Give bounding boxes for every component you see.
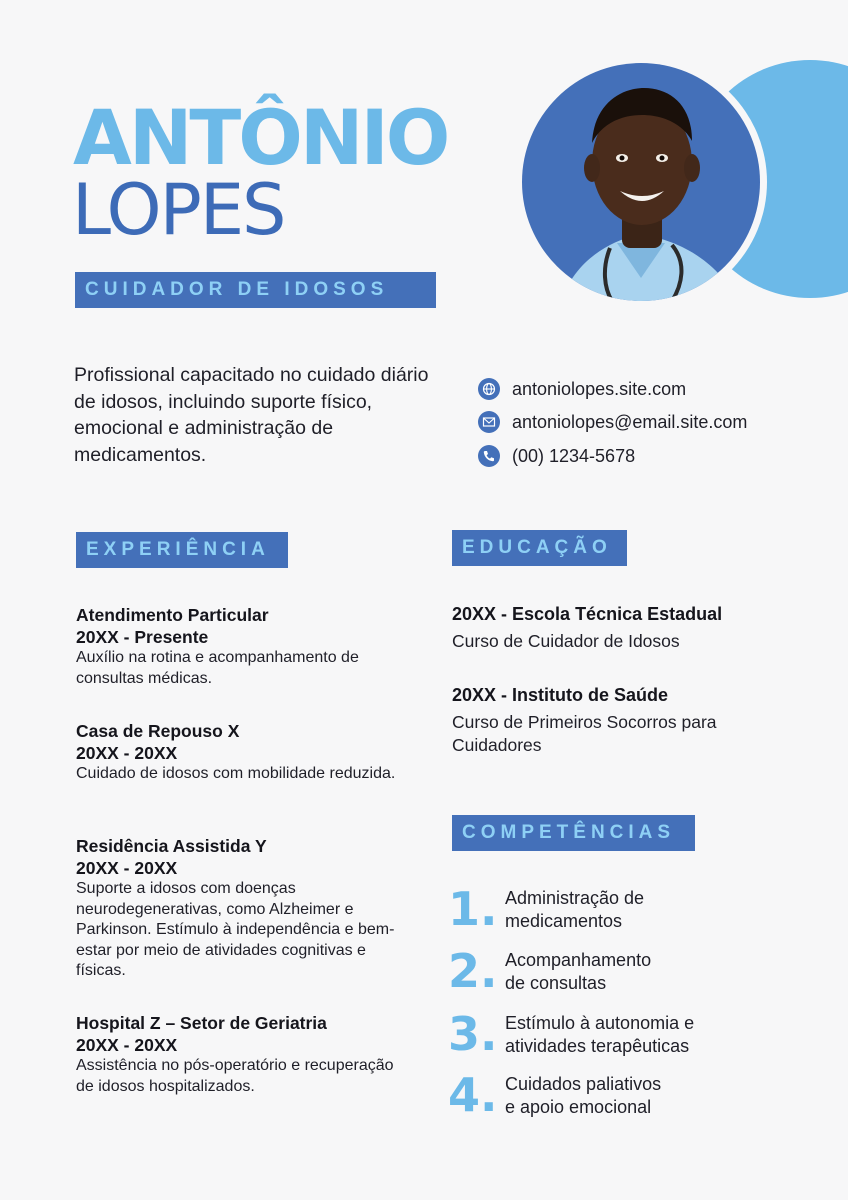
education-description: Curso de Cuidador de Idosos [452,631,680,651]
experience-item [76,604,406,689]
experience-title: Atendimento Particular [76,605,269,625]
competence-text [505,1073,661,1119]
competence-line: Estímulo à autonomia e [505,1013,695,1033]
competence-line: de consultas [505,973,607,993]
phone-icon [478,445,500,467]
education-title: 20XX - Escola Técnica Estadual [452,604,723,624]
competence-item [448,946,778,996]
competence-text [505,887,644,933]
experience-title: Residência Assistida Y [76,836,267,856]
competence-text [505,1012,694,1058]
person-illustration-icon [522,63,760,301]
experience-dates: 20XX - 20XX [76,1035,178,1055]
experience-item [76,835,406,982]
website-text: antoniolopes.site.com [512,378,687,399]
education-title: 20XX - Instituto de Saúde [452,685,669,705]
phone-text: (00) 1234-5678 [512,445,636,466]
contact-website[interactable] [478,377,686,401]
competence-line: Cuidados paliativos [505,1074,662,1094]
experience-heading: EXPERIÊNCIA [76,532,288,568]
globe-icon [478,378,500,400]
experience-item [76,720,406,785]
experience-dates: 20XX - Presente [76,627,209,647]
competence-line: Administração de [505,888,645,908]
competence-line: e apoio emocional [505,1097,652,1117]
email-text: antoniolopes@email.site.com [512,411,748,432]
first-name: ANTÔNIO [73,93,448,182]
role-badge: CUIDADOR DE IDOSOS [75,272,436,308]
experience-dates: 20XX - 20XX [76,858,178,878]
experience-description: Suporte a idosos com doenças neurodegenerativas, como Alzheimer e Parkinson. Estímulo à independência e bem-estar por meio de atividades cognitivas e físicas. [76,880,395,979]
competence-number: 4. [448,1068,498,1122]
competence-item [448,1070,778,1120]
education-item [452,683,782,757]
education-description: Curso de Primeiros Socorros para Cuidadores [452,712,717,755]
education-item [452,602,782,653]
competences-heading: COMPETÊNCIAS [452,815,695,851]
contact-phone[interactable] [478,444,635,468]
competence-item [448,1009,778,1059]
competence-number: 1. [448,882,498,936]
profile-photo [522,63,760,301]
competence-item [448,884,778,934]
mail-icon [478,411,500,433]
experience-item [76,1012,406,1097]
competence-line: medicamentos [505,911,623,931]
experience-description: Assistência no pós-operatório e recuperação de idosos hospitalizados. [76,1057,394,1095]
contact-email[interactable] [478,410,747,434]
education-heading: EDUCAÇÃO [452,530,627,566]
profile-summary: Profissional capacitado no cuidado diário de idosos, incluindo suporte físico, emocional e administração de medicamentos. [74,364,429,466]
competence-number: 2. [448,944,498,998]
competence-number: 3. [448,1007,498,1061]
experience-description: Cuidado de idosos com mobilidade reduzida. [76,765,396,782]
experience-title: Casa de Repouso X [76,721,240,741]
experience-title: Hospital Z – Setor de Geriatria [76,1013,327,1033]
last-name: LOPES [72,169,285,251]
competence-text [505,949,651,995]
experience-dates: 20XX - 20XX [76,743,178,763]
experience-description: Auxílio na rotina e acompanhamento de consultas médicas. [76,649,359,687]
competence-line: atividades terapêuticas [505,1036,690,1056]
competence-line: Acompanhamento [505,950,652,970]
